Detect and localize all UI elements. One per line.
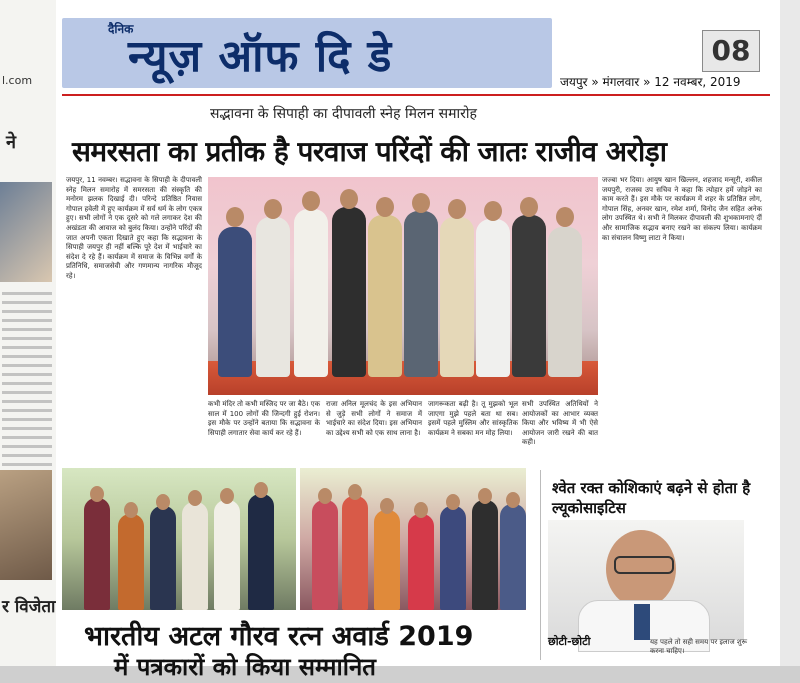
award-headline-line1: भारतीय अटल गौरव रत्न अवार्ड 2019	[84, 621, 474, 652]
photo-person-head	[448, 199, 466, 219]
photo-person	[150, 506, 176, 610]
photo-person	[182, 502, 208, 610]
photo-person	[218, 227, 252, 377]
photo-person-head	[348, 484, 362, 500]
adjacent-text-lines	[2, 292, 52, 472]
photo-person	[440, 217, 474, 377]
photo-person	[368, 215, 402, 377]
photo-person-head	[414, 502, 428, 518]
health-snippet: यह पहले तो सही समय पर इलाज शुरू करना चाहिए।	[650, 638, 748, 655]
adjacent-subheadline-fragment: र विजेता	[2, 597, 56, 617]
photo-person-head	[412, 193, 430, 213]
adjacent-page-strip	[0, 0, 56, 666]
adjacent-photo-2	[0, 470, 52, 580]
story-kicker: सद्भावना के सिपाही का दीपावली स्नेह मिलन समारोह	[210, 106, 477, 122]
caption-column-4: सभी उपस्थित अतिथियों ने आयोजकों का आभार व्यक्त किया और भविष्य में भी ऐसे आयोजन जारी रखने की बात कही।	[522, 400, 598, 447]
story-body-right-column: जज्बा भर दिया। आयुष खान खिल्लन, शहजाद मन्सूरी, शकील जयपुरी, राजस्व उप सचिव ने कहा कि त्योहार हमें जोड़ने का काम करते हैं। इस मौके पर कार्यक्रम में शहर के प्रतिष्ठित लोग, गोपाल सिंह, अनवर खान, रमेश शर्मा, विनोद जैन सहित अनेक लोग उपस्थित थे। सभी ने मिलकर दीपावली की शुभकामनाएं दीं और सामाजिक सद्भाव बनाए रखने का संकल्प लिया। कार्यक्रम का संचालन विष्णु लाटा ने किया।	[602, 176, 762, 242]
photo-person	[256, 217, 290, 377]
photo-person-head	[446, 494, 460, 510]
photo-person-head	[340, 189, 358, 209]
photo-person-head	[506, 492, 520, 508]
glasses-icon	[614, 556, 674, 574]
photo-person	[84, 498, 110, 610]
doctor-portrait	[548, 520, 744, 640]
adjacent-photo	[0, 182, 52, 282]
photo-person	[294, 209, 328, 377]
health-headline: श्वेत रक्त कोशिकाएं बढ़ने से होता है ल्यूकोसाइटिस	[552, 479, 751, 517]
story-body-left-column: जयपुर, 11 नवम्बर। सद्भावना के सिपाही के दीपावली स्नेह मिलन समारोह में समरसता की संस्कृति की मनोरम झलक दिखाई दी। परिन्दे प्रतिष्ठित निवास गोपाल हवेली में हुए कार्यक्रम में सर्व धर्म के लोग एकत्र हुए। सभी लोगों ने एक दूसरे को गले लगाकर देश की अखंडता की आवाज को बुलंद किया। उन्होंने परिंदों की जात अपनी एकता दिखाते हुए कहा कि सद्भावना के सिपाही जयपुर ही नहीं बल्कि पूरे देश में भाईचारे का संदेश दे रहे हैं। कार्यक्रम में समाज के विभिन्न वर्गों के प्रतिनिधि, समाजसेवी और गणमान्य नागरिक मौजूद रहे।	[66, 176, 202, 280]
masthead-small-label: दैनिक	[108, 22, 134, 36]
photo-person	[342, 496, 368, 610]
photo-person-head	[380, 498, 394, 514]
masthead-rule	[62, 94, 770, 96]
photo-person-head	[520, 197, 538, 217]
photo-person	[404, 211, 438, 377]
photo-person	[374, 510, 400, 610]
photo-person-head	[484, 201, 502, 221]
photo-person-head	[264, 199, 282, 219]
photo-person-head	[556, 207, 574, 227]
photo-person	[512, 215, 546, 377]
caption-column-1: कभी मंदिर तो कभी मस्जिद पर जा बैठे। एक साल में 100 लोगों की जिन्दगी हुई रोशन। इस मौके पर उन्होंने बताया कि सद्भावना के सिपाही लगातार सेवा कार्य कर रहे हैं।	[208, 400, 320, 437]
photo-person	[440, 506, 466, 610]
page-gutter	[780, 0, 800, 666]
adjacent-headline-fragment: ने	[6, 132, 16, 153]
photo-person	[476, 219, 510, 377]
caption-column-2: राजा अनिल मूलचंद के इस अभियान से जुड़े सभी लोगों ने समाज में भाईचारे का संदेश दिया। इस अभियान का उद्देश्य सभी को एक साथ लाना है।	[326, 400, 422, 437]
photo-person	[548, 227, 582, 377]
photo-person-head	[124, 502, 138, 518]
award-photo-2	[300, 468, 526, 610]
page-number: 08	[702, 30, 760, 72]
masthead-title: न्यूज़ ऑफ दि डे	[128, 31, 393, 82]
photo-person-head	[376, 197, 394, 217]
award-headline-line2: में पत्रकारों को किया सम्मानित	[114, 653, 376, 681]
photo-person-head	[156, 494, 170, 510]
photo-person	[408, 514, 434, 610]
photo-person	[214, 500, 240, 610]
photo-person-head	[318, 488, 332, 504]
photo-person-head	[90, 486, 104, 502]
photo-person	[472, 500, 498, 610]
column-divider	[540, 470, 541, 660]
photo-person	[312, 500, 338, 610]
main-event-photo	[208, 177, 598, 395]
photo-person	[332, 207, 366, 377]
photo-person-head	[220, 488, 234, 504]
photo-person-head	[254, 482, 268, 498]
photo-person	[500, 504, 526, 610]
photo-person-head	[188, 490, 202, 506]
photo-person	[118, 514, 144, 610]
photo-person-head	[226, 207, 244, 227]
health-subhead: छोटी-छोटी	[548, 635, 591, 648]
caption-column-3: जागरूकता बढ़ी है। तू मुझको भूल जाएगा मुझे पहले बता था सब। इसमें पहले मुस्लिम और सांस्कृतिक कार्यक्रम ने सबका मन मोह लिया।	[428, 400, 518, 437]
story-headline: समरसता का प्रतीक है परवाज परिंदों की जातः राजीव अरोड़ा	[72, 135, 667, 168]
award-photo-1	[62, 468, 296, 610]
photo-person-head	[302, 191, 320, 211]
adjacent-url-fragment: l.com	[2, 74, 33, 87]
photo-person-head	[478, 488, 492, 504]
doctor-tie	[634, 604, 650, 640]
dateline: जयपुर » मंगलवार » 12 नवम्बर, 2019	[560, 75, 741, 89]
photo-person	[248, 494, 274, 610]
